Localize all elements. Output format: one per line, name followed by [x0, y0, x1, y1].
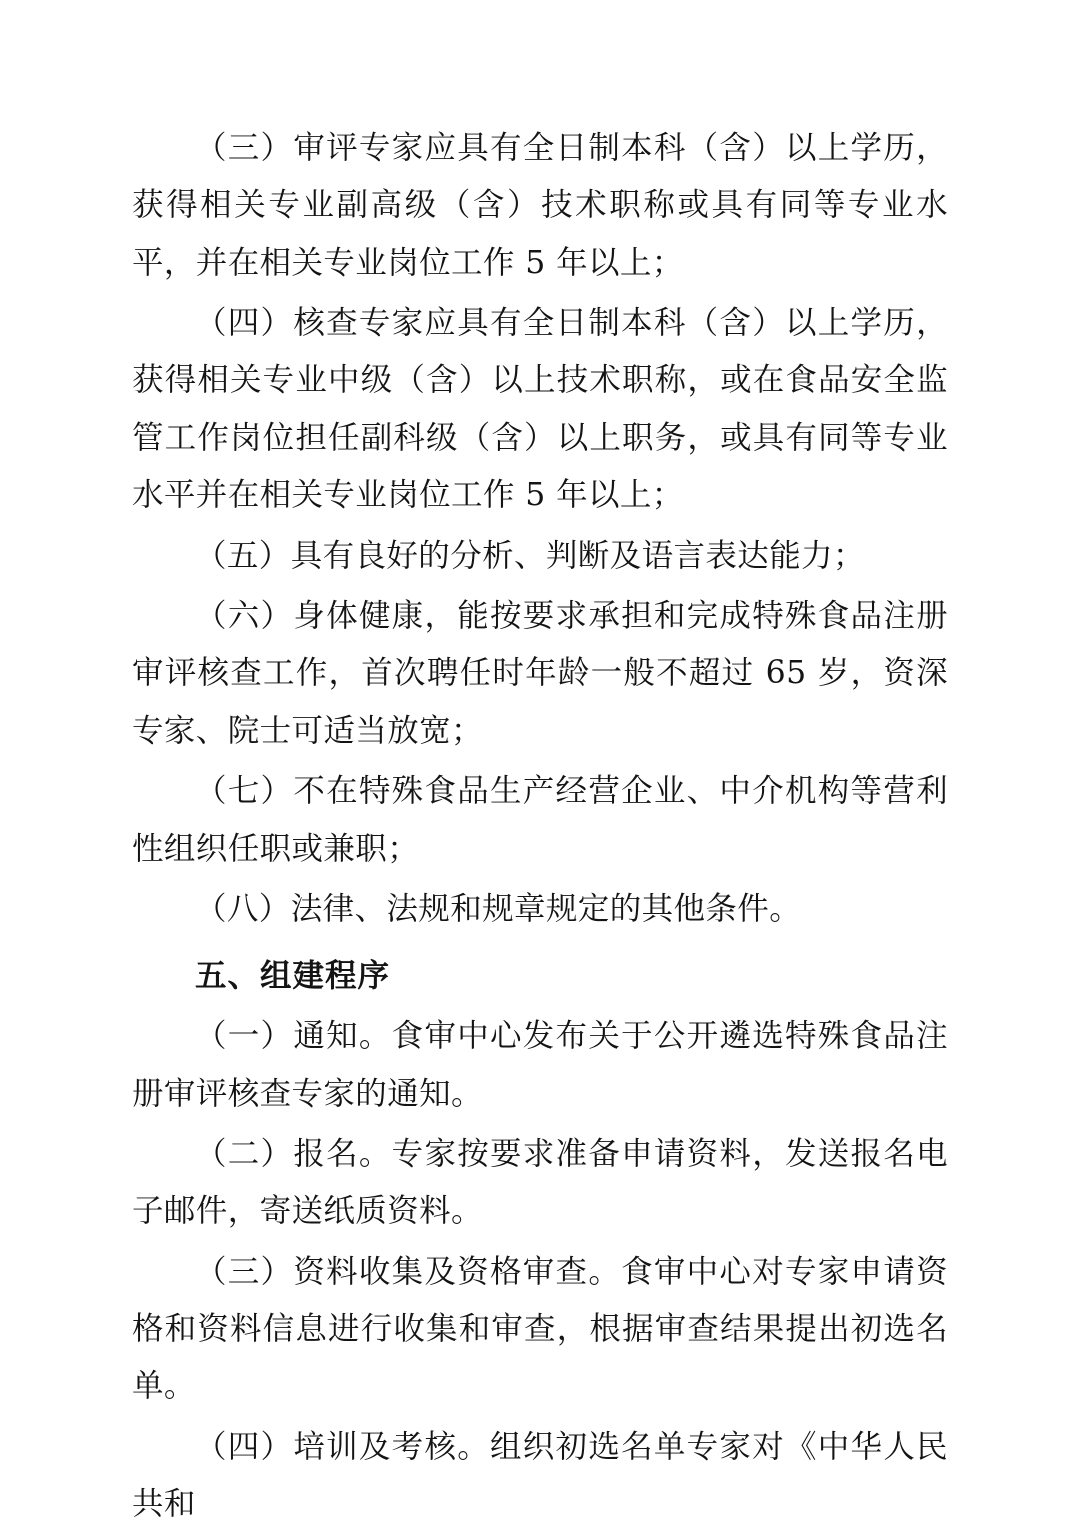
- clause-four: （四）核查专家应具有全日制本科（含）以上学历，获得相关专业中级（含）以上技术职称，或在食品安全监管工作岗位担任副科级（含）以上职务，或具有同等专业水平并在相关专业岗位工作 5 年以上；: [132, 305, 948, 514]
- procedure-four: （四）培训及考核。组织初选名单专家对《中华人民共和: [132, 1428, 948, 1523]
- clause-six: （六）身体健康，能按要求承担和完成特殊食品注册审评核查工作，首次聘任时年龄一般不超过 65 岁，资深专家、院士可适当放宽；: [132, 598, 948, 749]
- document-body: [132, 120, 948, 1527]
- section-heading-five: 五、组建程序: [195, 957, 391, 994]
- clause-seven: （七）不在特殊食品生产经营企业、中介机构等营利性组织任职或兼职；: [132, 773, 948, 867]
- procedure-one: （一）通知。食审中心发布关于公开遴选特殊食品注册审评核查专家的通知。: [132, 1018, 948, 1112]
- procedure-two: （二）报名。专家按要求准备申请资料，发送报名电子邮件，寄送纸质资料。: [132, 1136, 948, 1230]
- clause-eight: （八）法律、法规和规章规定的其他条件。: [195, 890, 802, 927]
- clause-five: （五）具有良好的分析、判断及语言表达能力；: [195, 537, 865, 574]
- procedure-three: （三）资料收集及资格审查。食审中心对专家申请资格和资料信息进行收集和审查，根据审查结果提出初选名单。: [132, 1253, 948, 1405]
- clause-three: （三）审评专家应具有全日制本科（含）以上学历，获得相关专业副高级（含）技术职称或具有同等专业水平，并在相关专业岗位工作 5 年以上；: [132, 130, 948, 281]
